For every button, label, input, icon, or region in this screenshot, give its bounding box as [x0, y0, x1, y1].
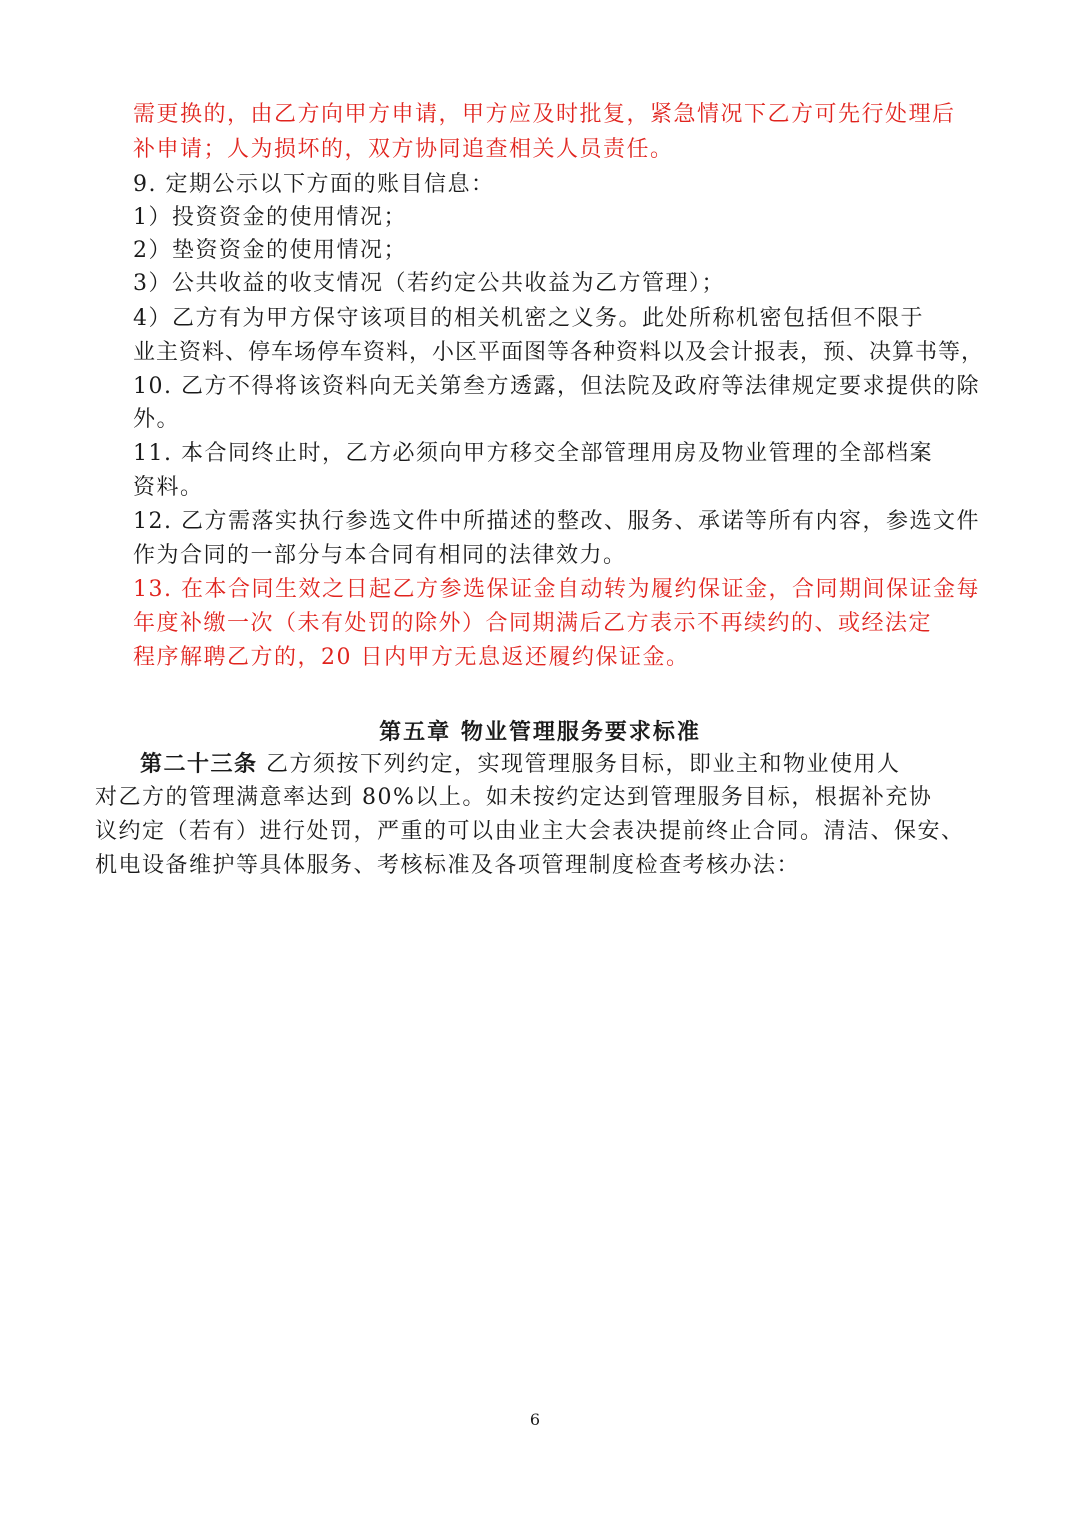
text-line-5: 2）垫资资金的使用情况； — [133, 238, 407, 263]
text-line-8: 业主资料、停车场停车资料，小区平面图等各种资料以及会计报表，预、决算书等， — [133, 340, 985, 365]
article-first-line — [140, 749, 901, 780]
text-line-9: 10. 乙方不得将该资料向无关第叁方透露，但法院及政府等法律规定要求提供的除 — [133, 374, 980, 399]
text-line-6: 3）公共收益的收支情况（若约定公共收益为乙方管理）； — [133, 271, 725, 296]
chapter-title: 第五章 物业管理服务要求标准 — [379, 719, 701, 745]
text-line-15: 13. 在本合同生效之日起乙方参选保证金自动转为履约保证金，合同期间保证金每 — [133, 577, 980, 602]
text-line-10: 外。 — [133, 407, 181, 432]
text-line-13: 12. 乙方需落实执行参选文件中所描述的整改、服务、承诺等所有内容，参选文件 — [133, 509, 980, 534]
text-line-12: 资料。 — [133, 475, 204, 500]
article-label: 第二十三条 — [140, 751, 258, 777]
text-line-3: 9. 定期公示以下方面的账目信息： — [133, 172, 495, 197]
text-line-7: 4）乙方有为甲方保守该项目的相关机密之义务。此处所称机密包括但不限于 — [133, 306, 924, 331]
text-line-11: 11. 本合同终止时，乙方必须向甲方移交全部管理用房及物业管理的全部档案 — [133, 441, 933, 466]
text-line-2: 补申请；人为损坏的，双方协同追查相关人员责任。 — [133, 137, 674, 162]
page-number: 6 — [529, 1410, 541, 1429]
text-line-17: 程序解聘乙方的，20 日内甲方无息返还履约保证金。 — [133, 645, 690, 670]
text-line-4: 1）投资资金的使用情况； — [133, 205, 407, 230]
article-line-2: 对乙方的管理满意率达到 80%以上。如未按约定达到管理服务目标，根据补充协 — [95, 785, 933, 810]
article-first-line-text: 乙方须按下列约定，实现管理服务目标，即业主和物业使用人 — [257, 752, 901, 777]
text-line-14: 作为合同的一部分与本合同有相同的法律效力。 — [133, 543, 627, 568]
article-line-3: 议约定（若有）进行处罚，严重的可以由业主大会表决提前终止合同。清洁、保安、 — [95, 819, 965, 844]
text-line-1: 需更换的，由乙方向甲方申请，甲方应及时批复，紧急情况下乙方可先行处理后 — [133, 102, 956, 127]
article-line-4: 机电设备维护等具体服务、考核标准及各项管理制度检查考核办法： — [95, 853, 801, 878]
text-line-16: 年度补缴一次（未有处罚的除外）合同期满后乙方表示不再续约的、或经法定 — [133, 611, 933, 636]
